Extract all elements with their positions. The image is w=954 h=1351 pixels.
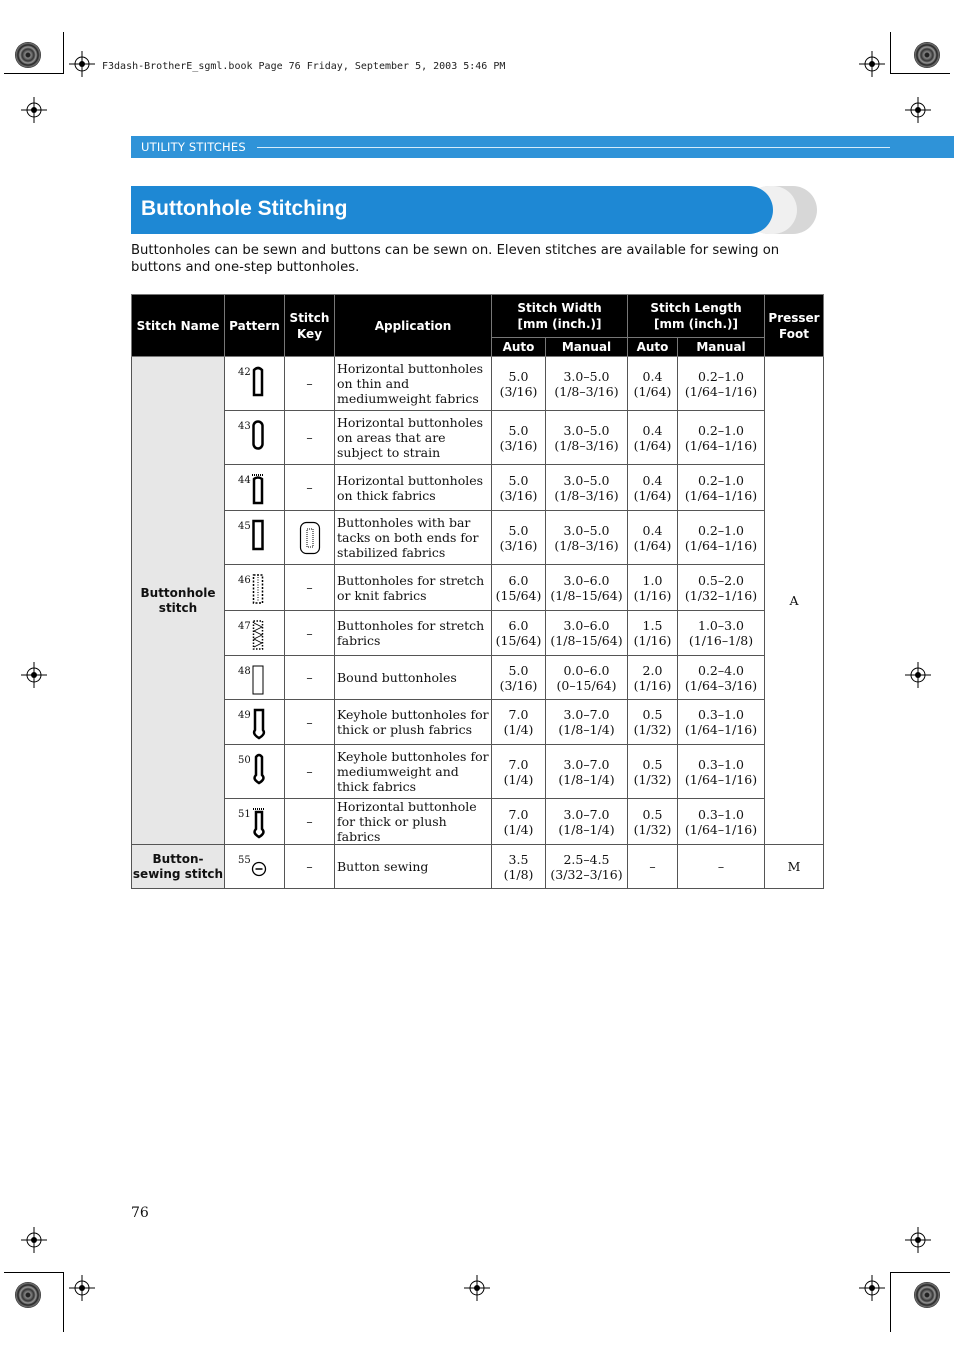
length-manual (678, 465, 765, 511)
width-auto-inch: (15/64) (495, 587, 542, 603)
table-row (132, 357, 824, 411)
crosshair-icon (21, 662, 47, 688)
width-manual-mm: 3.0–5.0 (563, 368, 610, 384)
length-manual (678, 700, 765, 745)
pattern-cell (225, 745, 285, 799)
width-auto-inch: (3/16) (499, 487, 538, 503)
length-manual-inch: (1/32–1/16) (684, 587, 758, 603)
width-auto-inch: (3/16) (499, 383, 538, 399)
length-auto (628, 656, 678, 700)
width-auto-inch: (3/16) (499, 437, 538, 453)
crosshair-icon (69, 1275, 95, 1301)
width-manual-mm: 3.0–7.0 (563, 756, 610, 772)
crosshair-icon (905, 97, 931, 123)
crosshair-icon (464, 1275, 490, 1301)
width-auto-inch: (1/4) (503, 722, 534, 737)
length-auto-mm: 0.5 (642, 756, 663, 772)
header-stitch-key-line2: Key (296, 326, 323, 341)
header-width-manual: Manual (546, 338, 628, 357)
crop-mark (4, 1272, 64, 1273)
length-auto (628, 745, 678, 799)
length-auto-inch: (1/16) (633, 677, 672, 693)
length-manual (678, 565, 765, 611)
width-manual-mm: 3.0–6.0 (563, 572, 610, 588)
table-row (132, 465, 824, 511)
width-manual (546, 357, 628, 411)
pattern-number: 45 (238, 521, 251, 532)
length-auto-inch: (1/64) (633, 437, 672, 453)
width-manual-inch: (1/8–3/16) (554, 437, 619, 453)
header-stitch-length-line2: [mm (inch.)] (654, 317, 738, 331)
pattern-number: 48 (238, 666, 251, 677)
width-manual (546, 745, 628, 799)
width-auto-mm: 5.0 (508, 522, 529, 538)
section-label: UTILITY STITCHES (141, 140, 246, 154)
length-auto-mm: 0.4 (642, 422, 663, 438)
width-auto (492, 465, 546, 511)
width-auto-mm: 7.0 (508, 707, 529, 722)
width-manual-inch: (0–15/64) (556, 677, 617, 693)
length-manual-inch: (1/64–1/16) (684, 487, 758, 503)
section-band (131, 136, 954, 158)
header-stitch-name: Stitch Name (132, 295, 225, 357)
length-manual-mm: 0.3–1.0 (698, 707, 745, 722)
width-auto (492, 799, 546, 845)
header-stitch-width (492, 295, 628, 338)
table-row (132, 745, 824, 799)
width-auto-mm: 3.5 (508, 851, 529, 867)
length-auto-mm: 0.4 (642, 522, 663, 538)
title-bar (131, 186, 773, 234)
stitch-key-cell: – (285, 565, 335, 611)
header-presser-foot (765, 295, 824, 357)
pattern-cell (225, 465, 285, 511)
stitch-key-cell: – (285, 745, 335, 799)
crosshair-icon (21, 1227, 47, 1253)
length-manual-mm: 0.2–4.0 (698, 662, 745, 678)
width-auto-inch: (3/16) (499, 537, 538, 553)
length-manual-mm: 0.3–1.0 (698, 806, 745, 822)
group-label-line1: Button- (152, 851, 204, 866)
length-manual: – (678, 845, 765, 889)
length-manual (678, 411, 765, 465)
width-auto (492, 656, 546, 700)
width-auto-mm: 5.0 (508, 422, 529, 438)
length-auto-inch: (1/32) (633, 821, 672, 837)
stitch-key-cell: – (285, 845, 335, 889)
stitch-key-cell (285, 511, 335, 565)
width-auto-mm: 7.0 (508, 756, 529, 772)
width-auto-mm: 7.0 (508, 806, 529, 822)
length-auto-mm: 0.4 (642, 472, 663, 488)
length-manual-inch: (1/64–1/16) (684, 722, 758, 737)
stitch-key-cell: – (285, 656, 335, 700)
width-manual-mm: 3.0–5.0 (563, 472, 610, 488)
length-auto (628, 511, 678, 565)
stitch-key-cell: – (285, 611, 335, 656)
width-auto-mm: 5.0 (508, 368, 529, 384)
table-row (132, 656, 824, 700)
pattern-number: 47 (238, 621, 251, 632)
pattern-cell (225, 511, 285, 565)
length-manual (678, 799, 765, 845)
table-row (132, 565, 824, 611)
length-auto-mm: 0.5 (642, 806, 663, 822)
length-auto (628, 411, 678, 465)
width-auto (492, 745, 546, 799)
length-manual (678, 357, 765, 411)
header-stitch-length (628, 295, 765, 338)
width-auto-inch: (15/64) (495, 633, 542, 648)
pattern-cell (225, 845, 285, 889)
width-manual-mm: 3.0–7.0 (563, 707, 610, 722)
width-manual (546, 465, 628, 511)
width-auto-mm: 5.0 (508, 472, 529, 488)
header-presser-line2: Foot (779, 326, 809, 341)
application-text: Horizontal buttonholes on areas that are subject to strain (335, 411, 492, 465)
application-text: Button sewing (335, 845, 492, 889)
table-row (132, 700, 824, 745)
header-application: Application (335, 295, 492, 357)
length-auto-mm: 0.4 (642, 368, 663, 384)
width-manual-inch: (3/32–3/16) (550, 866, 623, 882)
crop-mark (63, 32, 64, 74)
table-row (132, 511, 824, 565)
application-text: Buttonholes for stretch or knit fabrics (335, 565, 492, 611)
width-manual-inch: (1/8–3/16) (554, 383, 619, 399)
registration-mark-icon (15, 1282, 41, 1308)
length-auto (628, 465, 678, 511)
length-auto (628, 357, 678, 411)
application-text: Buttonholes with bar tacks on both ends for stabilized fabrics (335, 511, 492, 565)
registration-mark-icon (914, 42, 940, 68)
pattern-cell (225, 411, 285, 465)
crop-mark (890, 73, 950, 74)
width-manual-inch: (1/8–1/4) (558, 722, 615, 737)
pattern-cell (225, 700, 285, 745)
intro-paragraph: Buttonholes can be sewn and buttons can be sewn on. Eleven stitches are available for sewing on buttons and one-step buttonholes. (131, 243, 780, 275)
length-manual-mm: 0.2–1.0 (698, 472, 745, 488)
presser-foot-button: M (765, 845, 824, 889)
width-manual-mm: 3.0–7.0 (563, 806, 610, 822)
length-manual-mm: 0.2–1.0 (698, 422, 745, 438)
width-auto-inch: (1/8) (503, 866, 534, 882)
length-manual (678, 656, 765, 700)
header-length-auto: Auto (628, 338, 678, 357)
stitch-key-cell: – (285, 700, 335, 745)
pattern-cell (225, 611, 285, 656)
pattern-number: 46 (238, 575, 251, 586)
crosshair-icon (905, 1227, 931, 1253)
table-row (132, 611, 824, 656)
presser-foot-buttonhole: A (765, 357, 824, 845)
registration-mark-icon (15, 42, 41, 68)
pattern-number: 43 (238, 421, 251, 432)
header-stitch-width-line2: [mm (inch.)] (517, 317, 602, 331)
width-manual (546, 565, 628, 611)
page-title: Buttonhole Stitching (141, 197, 348, 220)
pattern-number: 42 (238, 367, 251, 378)
application-text: Bound buttonholes (335, 656, 492, 700)
width-auto-mm: 6.0 (508, 572, 529, 588)
stitch-key-cell: – (285, 411, 335, 465)
print-header: F3dash-BrotherE_sgml.book Page 76 Friday, September 5, 2003 5:46 PM (102, 61, 506, 72)
buttonhole-key-icon (299, 521, 321, 555)
length-manual-mm: 0.5–2.0 (698, 572, 745, 588)
length-auto-inch: (1/16) (633, 587, 672, 603)
length-manual-inch: (1/64–1/16) (684, 437, 758, 453)
group-label-line1: Buttonhole (140, 585, 216, 600)
pattern-number: 51 (238, 809, 251, 820)
group-label-line2: stitch (158, 600, 198, 615)
width-auto-inch: (3/16) (499, 677, 538, 693)
width-manual-mm: 0.0–6.0 (563, 662, 610, 678)
length-manual-inch: (1/64–1/16) (684, 821, 758, 837)
table-row (132, 799, 824, 845)
pattern-number: 49 (238, 710, 251, 721)
width-manual-inch: (1/8–1/4) (558, 821, 615, 837)
length-auto-inch: (1/32) (633, 771, 672, 787)
pattern-cell (225, 799, 285, 845)
section-rule (257, 147, 890, 148)
pattern-number: 55 (238, 855, 251, 866)
header-stitch-width-line1: Stitch Width (517, 301, 602, 315)
header-pattern: Pattern (225, 295, 285, 357)
crop-mark (890, 1272, 891, 1332)
length-auto (628, 565, 678, 611)
header-length-manual: Manual (678, 338, 765, 357)
width-auto (492, 611, 546, 656)
crop-mark (890, 32, 891, 74)
length-auto-mm: 2.0 (642, 662, 663, 678)
pattern-number: 44 (238, 475, 251, 486)
length-auto-mm: 1.0 (642, 572, 663, 588)
pattern-cell (225, 656, 285, 700)
length-auto-inch: (1/64) (633, 383, 672, 399)
stitch-key-cell: – (285, 799, 335, 845)
width-auto-inch: (1/4) (503, 821, 534, 837)
pattern-number: 50 (238, 755, 251, 766)
width-manual-mm: 3.0–6.0 (563, 618, 610, 633)
length-manual-inch: (1/64–1/16) (684, 383, 758, 399)
width-manual (546, 799, 628, 845)
length-auto-inch: (1/32) (633, 722, 672, 737)
width-manual-inch: (1/8–15/64) (550, 633, 623, 648)
width-auto (492, 357, 546, 411)
length-manual-mm: 0.3–1.0 (698, 756, 745, 772)
crosshair-icon (905, 662, 931, 688)
crosshair-icon (21, 97, 47, 123)
application-text: Buttonholes for stretch fabrics (335, 611, 492, 656)
application-text: Horizontal buttonhole for thick or plush fabrics (335, 799, 492, 845)
pattern-cell (225, 565, 285, 611)
length-manual (678, 511, 765, 565)
crop-mark (4, 73, 64, 74)
width-auto-mm: 5.0 (508, 662, 529, 678)
header-stitch-length-line1: Stitch Length (650, 301, 742, 315)
application-text: Horizontal buttonholes on thin and mediumweight fabrics (335, 357, 492, 411)
header-stitch-key-line1: Stitch (289, 310, 330, 325)
length-manual-inch: (1/16–1/8) (688, 633, 754, 648)
width-manual (546, 511, 628, 565)
width-manual-mm: 3.0–5.0 (563, 422, 610, 438)
width-auto (492, 700, 546, 745)
group-button-sewing-stitch (132, 845, 225, 889)
length-manual-mm: 0.2–1.0 (698, 522, 745, 538)
crosshair-icon (69, 51, 95, 77)
registration-mark-icon (914, 1282, 940, 1308)
width-auto-inch: (1/4) (503, 771, 534, 787)
header-stitch-key (285, 295, 335, 357)
group-buttonhole-stitch (132, 357, 225, 845)
page-number: 76 (131, 1205, 149, 1221)
length-manual-mm: 0.2–1.0 (698, 368, 745, 384)
length-manual-mm: 1.0–3.0 (698, 618, 745, 633)
width-auto (492, 845, 546, 889)
stitch-key-cell: – (285, 465, 335, 511)
crosshair-icon (859, 1275, 885, 1301)
length-auto-mm: 0.5 (642, 707, 663, 722)
length-auto (628, 799, 678, 845)
width-manual (546, 700, 628, 745)
width-manual-inch: (1/8–3/16) (554, 537, 619, 553)
length-auto-mm: 1.5 (642, 618, 663, 633)
width-manual-inch: (1/8–15/64) (550, 587, 623, 603)
length-auto: – (628, 845, 678, 889)
width-manual (546, 845, 628, 889)
length-manual (678, 611, 765, 656)
length-auto-inch: (1/64) (633, 537, 672, 553)
application-text: Keyhole buttonholes for mediumweight and thick fabrics (335, 745, 492, 799)
length-manual-inch: (1/64–1/16) (684, 537, 758, 553)
width-manual (546, 411, 628, 465)
width-auto (492, 511, 546, 565)
length-manual-inch: (1/64–3/16) (684, 677, 758, 693)
crop-mark (890, 1272, 950, 1273)
width-manual-mm: 2.5–4.5 (563, 851, 610, 867)
length-manual-inch: (1/64–1/16) (684, 771, 758, 787)
length-auto (628, 700, 678, 745)
width-manual-inch: (1/8–3/16) (554, 487, 619, 503)
width-manual-mm: 3.0–5.0 (563, 522, 610, 538)
header-presser-line1: Presser (768, 310, 820, 325)
length-manual (678, 745, 765, 799)
application-text: Horizontal buttonholes on thick fabrics (335, 465, 492, 511)
stitch-key-cell: – (285, 357, 335, 411)
table-row (132, 411, 824, 465)
length-auto (628, 611, 678, 656)
width-manual-inch: (1/8–1/4) (558, 771, 615, 787)
crosshair-icon (859, 51, 885, 77)
group-label-line2: sewing stitch (132, 866, 224, 881)
width-auto (492, 411, 546, 465)
width-manual (546, 656, 628, 700)
pattern-cell (225, 357, 285, 411)
header-width-auto: Auto (492, 338, 546, 357)
crop-mark (63, 1272, 64, 1332)
stitch-table (131, 294, 824, 889)
table-row (132, 845, 824, 889)
application-text: Keyhole buttonholes for thick or plush fabrics (335, 700, 492, 745)
length-auto-inch: (1/64) (633, 487, 672, 503)
width-auto-mm: 6.0 (508, 618, 529, 633)
width-auto (492, 565, 546, 611)
width-manual (546, 611, 628, 656)
length-auto-inch: (1/16) (633, 633, 672, 648)
